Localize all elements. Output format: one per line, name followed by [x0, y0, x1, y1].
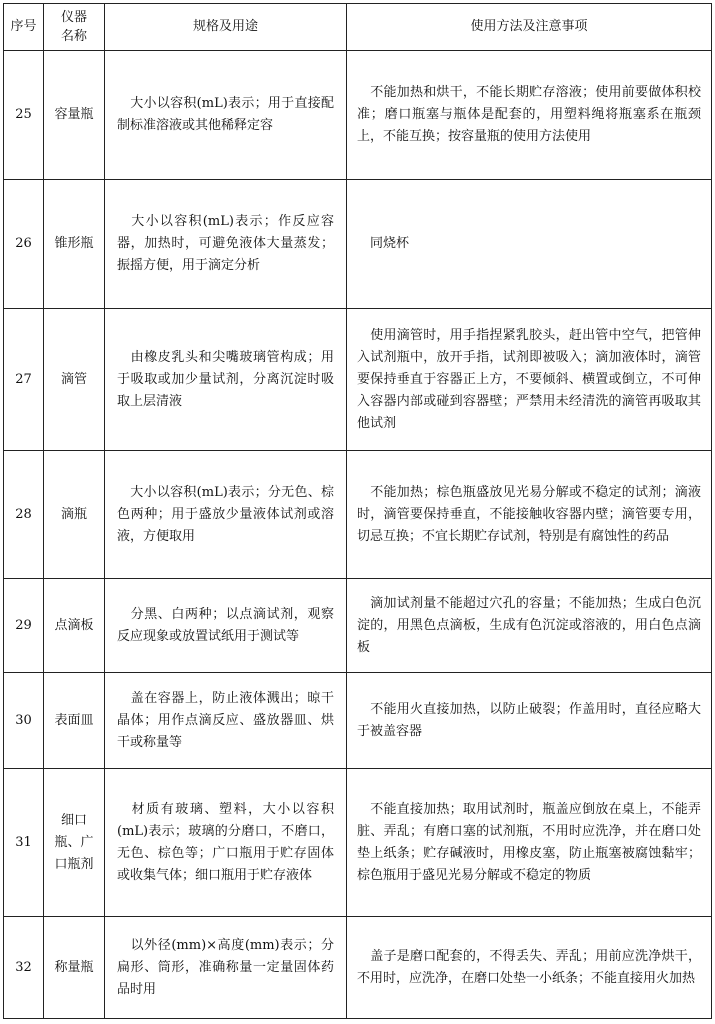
header-name: 仪器名称: [44, 4, 105, 51]
table-row: [4, 917, 712, 1019]
row-num: 31: [4, 769, 44, 917]
row-usage: 滴加试剂量不能超过穴孔的容量；不能加热；生成白色沉淀的，用黑色点滴板，生成有色沉淀或溶液的，用白色点滴板: [347, 579, 712, 672]
row-spec: 大小以容积(mL)表示；用于直接配制标准溶液或其他稀释定容: [105, 50, 347, 179]
row-name: 表面皿: [44, 672, 105, 768]
row-spec: 由橡皮乳头和尖嘴玻璃管构成；用于吸取或加少量试剂，分离沉淀时吸取上层清液: [105, 309, 347, 450]
row-spec: 大小以容积(mL)表示；作反应容器，加热时，可避免液体大量蒸发；振摇方便，用于滴定分析: [105, 179, 347, 309]
row-num: 32: [4, 917, 44, 1019]
row-num: 28: [4, 450, 44, 579]
row-name: 称量瓶: [44, 917, 105, 1019]
row-name: 滴瓶: [44, 450, 105, 579]
instrument-table: [3, 3, 712, 1019]
row-spec: 材质有玻璃、塑料，大小以容积(mL)表示；玻璃的分磨口，不磨口，无色、棕色等；广口瓶用于贮存固体或收集气体；细口瓶用于贮存液体: [105, 769, 347, 917]
row-usage: 使用滴管时，用手指捏紧乳胶头，赶出管中空气，把管伸入试剂瓶中，放开手指，试剂即被吸入；滴加液体时，滴管要保持垂直于容器正上方，不要倾斜、横置或倒立，不可伸入容器内部或碰到容器壁；严禁用未经清洗的滴管再吸取其他试剂: [347, 309, 712, 450]
row-usage: 同烧杯: [347, 179, 712, 309]
table-row: [4, 579, 712, 672]
row-name: 细口瓶、广口瓶剂: [44, 769, 105, 917]
row-spec: 大小以容积(mL)表示；分无色、棕色两种；用于盛放少量液体试剂或溶液，方便取用: [105, 450, 347, 579]
header-usage: 使用方法及注意事项: [347, 4, 712, 51]
row-num: 30: [4, 672, 44, 768]
table-row: [4, 309, 712, 450]
table-row: [4, 179, 712, 309]
row-spec: 分黑、白两种；以点滴试剂，观察反应现象或放置试纸用于测试等: [105, 579, 347, 672]
table-row: [4, 50, 712, 179]
row-usage: 不能直接加热；取用试剂时，瓶盖应倒放在桌上，不能弄脏、弄乱；有磨口塞的试剂瓶，不用时应洗净，并在磨口处垫上纸条；贮存碱液时，用橡皮塞，防止瓶塞被腐蚀黏牢；棕色瓶用于盛见光易分解或不稳定的物质: [347, 769, 712, 917]
row-spec: 盖在容器上，防止液体溅出；晾干晶体；用作点滴反应、盛放器皿、烘干或称量等: [105, 672, 347, 768]
row-name: 锥形瓶: [44, 179, 105, 309]
row-num: 27: [4, 309, 44, 450]
row-usage: 不能用火直接加热，以防止破裂；作盖用时，直径应略大于被盖容器: [347, 672, 712, 768]
row-num: 26: [4, 179, 44, 309]
header-num: 序号: [4, 4, 44, 51]
row-spec: 以外径(mm)×高度(mm)表示；分扁形、筒形，准确称量一定量固体药品时用: [105, 917, 347, 1019]
row-usage: 盖子是磨口配套的，不得丢失、弄乱；用前应洗净烘干，不用时，应洗净，在磨口处垫一小纸条；不能直接用火加热: [347, 917, 712, 1019]
table-row: [4, 769, 712, 917]
table-row: [4, 450, 712, 579]
row-num: 29: [4, 579, 44, 672]
header-spec: 规格及用途: [105, 4, 347, 51]
row-name: 点滴板: [44, 579, 105, 672]
row-name: 滴管: [44, 309, 105, 450]
row-usage: 不能加热；棕色瓶盛放见光易分解或不稳定的试剂；滴液时，滴管要保持垂直，不能接触收容器内壁；滴管要专用，切忌互换；不宜长期贮存试剂，特别是有腐蚀性的药品: [347, 450, 712, 579]
table-row: [4, 672, 712, 768]
row-name: 容量瓶: [44, 50, 105, 179]
row-num: 25: [4, 50, 44, 179]
header-row: [4, 4, 712, 51]
row-usage: 不能加热和烘干，不能长期贮存溶液；使用前要做体积校准；磨口瓶塞与瓶体是配套的，用塑料绳将瓶塞系在瓶颈上，不能互换；按容量瓶的使用方法使用: [347, 50, 712, 179]
